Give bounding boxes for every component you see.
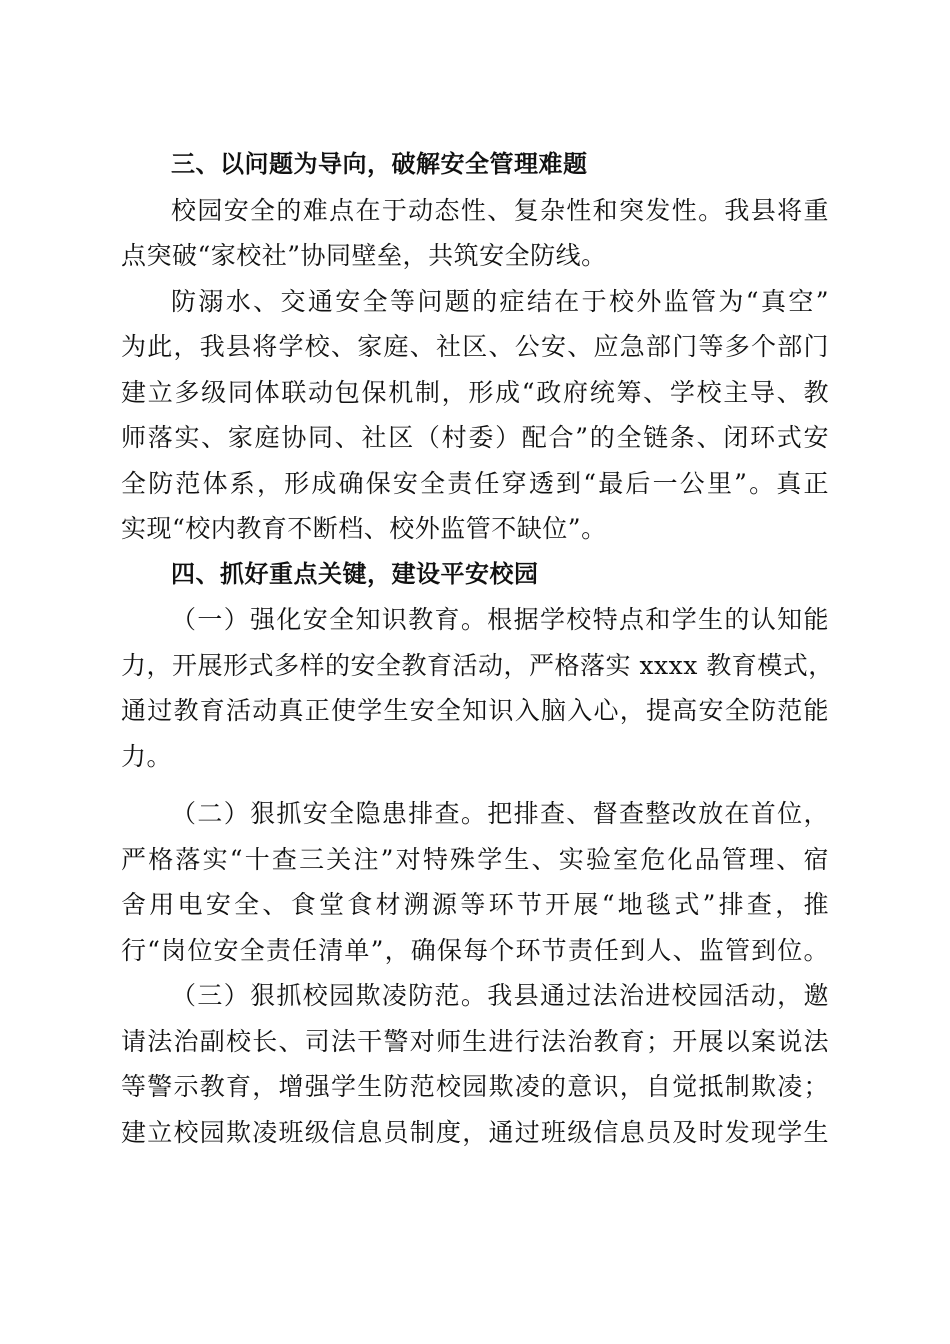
- text-line: 建立多级同体联动包保机制，形成“政府统筹、学校主导、教: [121, 377, 829, 407]
- section-3-paragraph-1: [121, 188, 829, 279]
- text-line: 建立校园欺凌班级信息员制度，通过班级信息员及时发现学生: [121, 1117, 829, 1147]
- text-line: 全防范体系，形成确保安全责任穿透到“最后一公里”。真正: [121, 468, 829, 498]
- text-line: 实现“校内教育不断档、校外监管不缺位”。: [121, 514, 607, 543]
- text-line: 等警示教育，增强学生防范校园欺凌的意识，自觉抵制欺凌；: [121, 1072, 829, 1101]
- section-4-heading: 四、抓好重点关键，建设平安校园: [171, 559, 539, 588]
- text-line: 校园安全的难点在于动态性、复杂性和突发性。我县将重: [171, 195, 829, 225]
- section-4-item-3: [121, 973, 829, 1155]
- section-4-item-2: [121, 791, 829, 973]
- paragraph-gap: [121, 779, 829, 791]
- text-line: 严格落实“十查三关注”对特殊学生、实验室危化品管理、宿: [121, 844, 829, 874]
- text-line: 通过教育活动真正使学生安全知识入脑入心，提高安全防范能: [121, 696, 829, 725]
- text-line: 为此，我县将学校、家庭、社区、公安、应急部门等多个部门: [121, 332, 829, 361]
- document-body: [121, 142, 834, 1155]
- text-line: （二）狠抓安全隐患排查。把排查、督查整改放在首位，: [171, 799, 829, 828]
- section-4-item-1: [121, 597, 834, 779]
- section-3-heading: 三、以问题为导向，破解安全管理难题: [171, 150, 588, 178]
- text-line: 请法治副校长、司法干警对师生进行法治教育；开展以案说法: [121, 1026, 829, 1056]
- text-line: 力，开展形式多样的安全教育活动，严格落实 xxxx 教育模式，: [121, 650, 834, 680]
- text-line: 防溺水、交通安全等问题的症结在于校外监管为“真空”: [171, 286, 829, 316]
- text-line: 师落实、家庭协同、社区（村委）配合”的全链条、闭环式安: [121, 423, 829, 452]
- text-line: （一）强化安全知识教育。根据学校特点和学生的认知能: [171, 605, 829, 634]
- text-line: 行“岗位安全责任清单”，确保每个环节责任到人、监管到位。: [121, 935, 829, 965]
- text-line: 点突破“家校社”协同壁垒，共筑安全防线。: [121, 241, 607, 270]
- text-line: 舍用电安全、食堂食材溯源等环节开展“地毯式”排查，推: [121, 890, 829, 919]
- text-line: 力。: [121, 741, 173, 771]
- section-3-paragraph-2: [121, 279, 829, 552]
- text-line: （三）狠抓校园欺凌防范。我县通过法治进校园活动，邀: [171, 981, 829, 1010]
